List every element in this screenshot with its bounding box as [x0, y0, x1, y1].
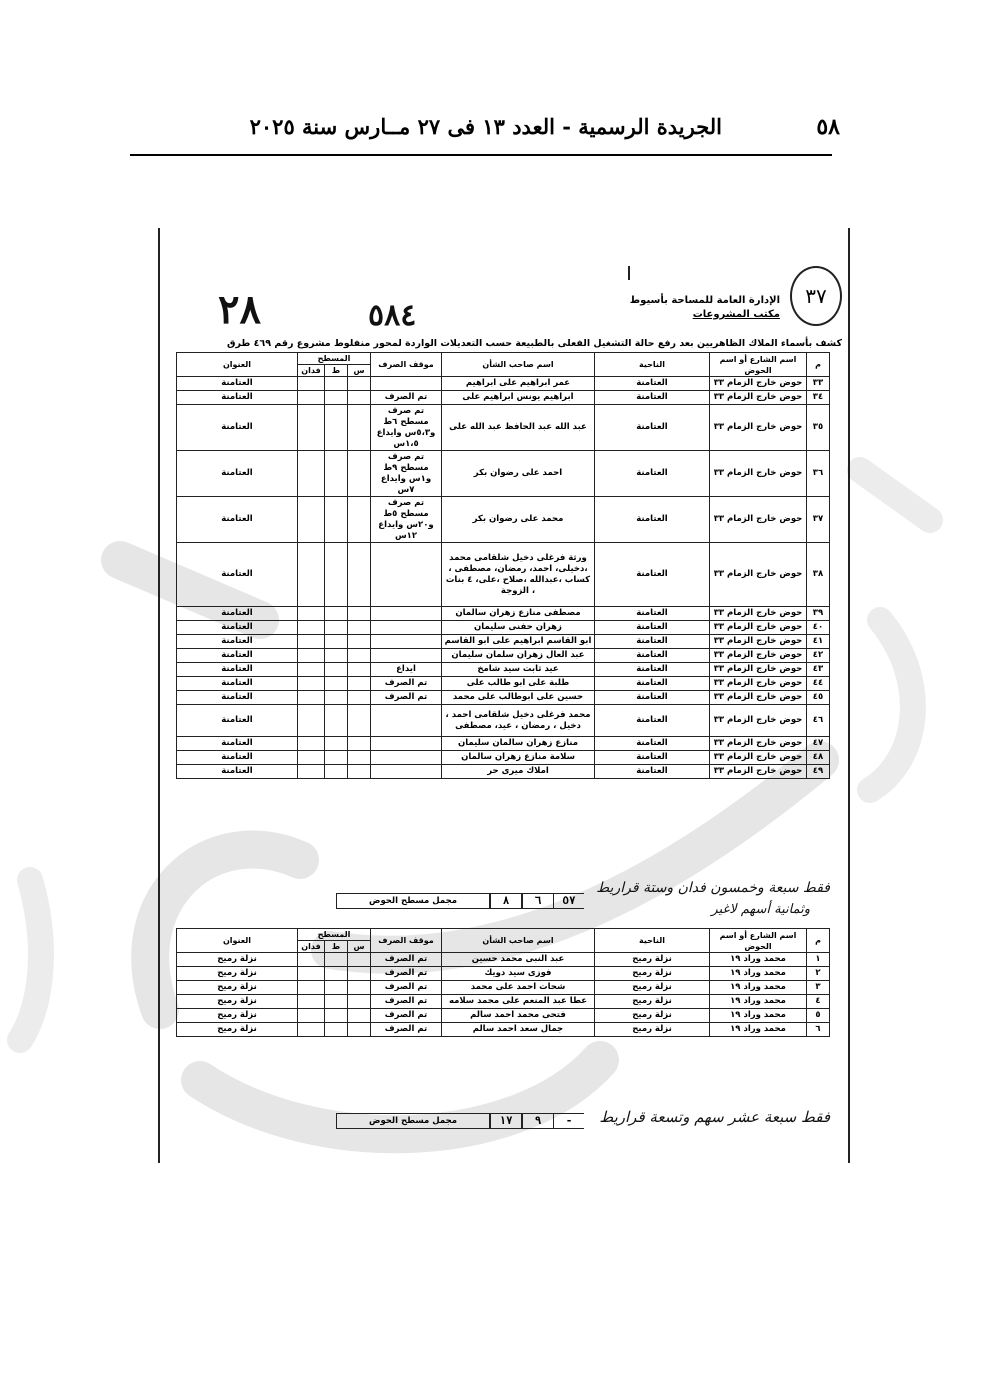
cell-address: العتامنة	[177, 497, 298, 543]
cell-area-f	[298, 543, 325, 607]
cell-district: العتامنة	[595, 751, 710, 765]
cell-area-t	[325, 1023, 348, 1037]
cell-owner: ورثة فرغلى دخيل شلقامى محمد ،دخيلى، احمد، رمضان، مصطفى ، كساب ،عبدالله ،صلاح ،على، ٤ بنات ، الزوجة	[442, 543, 595, 607]
cell-area-f	[298, 691, 325, 705]
cell-address: نزلة رميح	[177, 1009, 298, 1023]
table-row	[177, 953, 830, 967]
col-district: الناحية	[595, 353, 710, 377]
cell-area-t	[325, 691, 348, 705]
basin-total-1	[336, 893, 584, 909]
cell-district: العتامنة	[595, 607, 710, 621]
col-area-s: س	[348, 941, 371, 953]
table-row	[177, 677, 830, 691]
cell-owner: املاك ميرى حر	[442, 765, 595, 779]
cell-area-t	[325, 737, 348, 751]
col-area-t: ط	[325, 941, 348, 953]
table-row	[177, 663, 830, 677]
cell-district: العتامنة	[595, 705, 710, 737]
cell-area-f	[298, 677, 325, 691]
cell-district: العتامنة	[595, 677, 710, 691]
cell-area-s	[348, 543, 371, 607]
cell-area-t	[325, 451, 348, 497]
total-value: ٩	[522, 1113, 553, 1129]
cell-district: العتامنة	[595, 649, 710, 663]
table-row	[177, 405, 830, 451]
cell-payment: تم صرف مسطح ٦ط و٥،٣س وايداع ١،٥س	[371, 405, 442, 451]
owners-table-1	[176, 352, 830, 779]
cell-payment	[371, 607, 442, 621]
cell-basin: حوض خارج الزمام ٣٣	[710, 677, 807, 691]
cell-basin: حوض خارج الزمام ٣٣	[710, 377, 807, 391]
cell-area-s	[348, 663, 371, 677]
agency-name: الإدارة العامة للمساحة بأسيوط	[629, 295, 780, 306]
cell-payment: تم الصرف	[371, 677, 442, 691]
table-row	[177, 497, 830, 543]
cell-area-t	[325, 751, 348, 765]
col-address: العنوان	[177, 353, 298, 377]
cell-address: العتامنة	[177, 737, 298, 751]
cell-owner: زهران حفنى سليمان	[442, 621, 595, 635]
cell-area-s	[348, 953, 371, 967]
cell-number: ٤٨	[807, 751, 830, 765]
cell-owner: مصطفى منازع زهران سالمان	[442, 607, 595, 621]
cell-owner: فتحى محمد احمد سالم	[442, 1009, 595, 1023]
cell-owner: جمال سعد احمد سالم	[442, 1023, 595, 1037]
cell-basin: حوض خارج الزمام ٣٣	[710, 649, 807, 663]
cell-number: ١	[807, 953, 830, 967]
table-row	[177, 1023, 830, 1037]
cell-area-s	[348, 451, 371, 497]
cell-area-f	[298, 649, 325, 663]
cell-area-f	[298, 751, 325, 765]
cell-area-f	[298, 663, 325, 677]
col-area: المسطح	[298, 353, 371, 365]
table-row	[177, 967, 830, 981]
cell-number: ٥	[807, 1009, 830, 1023]
cell-area-s	[348, 737, 371, 751]
cell-area-t	[325, 677, 348, 691]
table-row	[177, 391, 830, 405]
cell-area-t	[325, 377, 348, 391]
cell-district: العتامنة	[595, 377, 710, 391]
cell-owner: عبد العال زهران سلمان سليمان	[442, 649, 595, 663]
total-value: ٨	[490, 893, 522, 909]
cell-area-t	[325, 497, 348, 543]
cell-area-t	[325, 635, 348, 649]
col-basin: اسم الشارع أو اسم الحوض	[710, 353, 807, 377]
cell-area-s	[348, 705, 371, 737]
cell-area-t	[325, 391, 348, 405]
cell-number: ٤٤	[807, 677, 830, 691]
cell-basin: حوض خارج الزمام ٣٣	[710, 607, 807, 621]
cell-area-t	[325, 405, 348, 451]
page-number: ٥٨	[816, 114, 840, 140]
cell-district: العتامنة	[595, 635, 710, 649]
cell-payment: تم الصرف	[371, 995, 442, 1009]
cell-payment: تم الصرف	[371, 691, 442, 705]
cell-basin: محمد وراد ١٩	[710, 1009, 807, 1023]
cell-address: العتامنة	[177, 691, 298, 705]
cell-district: نزلة رميح	[595, 967, 710, 981]
cell-payment: تم الصرف	[371, 981, 442, 995]
cell-number: ٤٥	[807, 691, 830, 705]
cell-area-f	[298, 967, 325, 981]
cell-district: العتامنة	[595, 691, 710, 705]
cell-owner: عبد النبى محمد حسين	[442, 953, 595, 967]
cell-number: ٤٩	[807, 765, 830, 779]
cell-area-f	[298, 497, 325, 543]
cell-address: نزلة رميح	[177, 1023, 298, 1037]
cell-area-s	[348, 677, 371, 691]
cell-area-s	[348, 649, 371, 663]
cell-district: العتامنة	[595, 543, 710, 607]
cell-address: العتامنة	[177, 635, 298, 649]
cell-address: العتامنة	[177, 391, 298, 405]
cell-number: ٣٣	[807, 377, 830, 391]
cell-area-t	[325, 543, 348, 607]
cell-area-f	[298, 391, 325, 405]
cell-number: ٣٨	[807, 543, 830, 607]
col-payment: موقف الصرف	[371, 929, 442, 953]
cell-payment	[371, 737, 442, 751]
cell-number: ٣	[807, 981, 830, 995]
handwritten-total-note: وثمانية أسهم لاغير	[711, 902, 810, 917]
cell-address: العتامنة	[177, 405, 298, 451]
cell-area-s	[348, 1023, 371, 1037]
cell-owner: شحات احمد على محمد	[442, 981, 595, 995]
cell-number: ٤١	[807, 635, 830, 649]
cell-owner: محمد فرغلى دخيل شلقامى احمد ، دخيل ، رمضان ، عيد، مصطفى	[442, 705, 595, 737]
col-area-f: فدان	[298, 365, 325, 377]
cell-basin: حوض خارج الزمام ٣٣	[710, 497, 807, 543]
cell-address: العتامنة	[177, 377, 298, 391]
cell-owner: عطا عبد المنعم على محمد سلامه	[442, 995, 595, 1009]
owners-table-2	[176, 928, 830, 1037]
cell-area-t	[325, 621, 348, 635]
cell-address: العتامنة	[177, 663, 298, 677]
cell-area-s	[348, 691, 371, 705]
cell-number: ٣٧	[807, 497, 830, 543]
cell-area-f	[298, 995, 325, 1009]
cell-basin: حوض خارج الزمام ٣٣	[710, 737, 807, 751]
col-area-f: فدان	[298, 941, 325, 953]
cell-address: نزلة رميح	[177, 967, 298, 981]
page-header	[130, 110, 840, 156]
table-row	[177, 635, 830, 649]
cell-number: ٤٢	[807, 649, 830, 663]
cell-basin: حوض خارج الزمام ٣٣	[710, 391, 807, 405]
cell-basin: حوض خارج الزمام ٣٣	[710, 635, 807, 649]
cell-area-s	[348, 635, 371, 649]
col-address: العنوان	[177, 929, 298, 953]
table-row	[177, 691, 830, 705]
cell-area-t	[325, 765, 348, 779]
cell-area-t	[325, 967, 348, 981]
col-m: م	[807, 353, 830, 377]
cell-address: نزلة رميح	[177, 981, 298, 995]
cell-district: نزلة رميح	[595, 953, 710, 967]
table-row	[177, 705, 830, 737]
cell-area-f	[298, 635, 325, 649]
cell-district: العتامنة	[595, 737, 710, 751]
cell-payment: تم صرف مسطح ٩ط و١س وايداع ٧س	[371, 451, 442, 497]
cell-area-t	[325, 663, 348, 677]
cell-number: ٦	[807, 1023, 830, 1037]
cell-area-s	[348, 497, 371, 543]
cell-basin: حوض خارج الزمام ٣٣	[710, 751, 807, 765]
col-m: م	[807, 929, 830, 953]
cell-basin: حوض خارج الزمام ٣٣	[710, 621, 807, 635]
cell-area-s	[348, 765, 371, 779]
cell-basin: حوض خارج الزمام ٣٣	[710, 663, 807, 677]
cell-area-s	[348, 405, 371, 451]
basin-total-label: مجمل مسطح الحوض	[336, 1113, 490, 1129]
cell-address: العتامنة	[177, 765, 298, 779]
cell-number: ٤٣	[807, 663, 830, 677]
table-row	[177, 751, 830, 765]
basin-total-label: مجمل مسطح الحوض	[336, 893, 490, 909]
handwritten-total-note: فقط سبعة وخمسون فدان وستة قراريط	[596, 880, 830, 896]
cell-district: العتامنة	[595, 765, 710, 779]
cell-area-f	[298, 1009, 325, 1023]
cell-district: العتامنة	[595, 621, 710, 635]
col-area: المسطح	[298, 929, 371, 941]
total-value: ٥٧	[553, 893, 584, 909]
cell-area-s	[348, 995, 371, 1009]
cell-area-t	[325, 1009, 348, 1023]
basin-total-2	[336, 1113, 584, 1129]
total-value: ١٧	[490, 1113, 522, 1129]
cell-basin: محمد وراد ١٩	[710, 1023, 807, 1037]
handwritten-seal: ٣٧	[790, 266, 842, 326]
cell-area-t	[325, 995, 348, 1009]
table-row	[177, 607, 830, 621]
cell-payment	[371, 751, 442, 765]
cell-address: العتامنة	[177, 451, 298, 497]
cell-area-s	[348, 391, 371, 405]
table-row	[177, 451, 830, 497]
handwritten-number: ٢٨	[218, 286, 261, 333]
cell-number: ٣٥	[807, 405, 830, 451]
scan-border	[158, 228, 160, 1163]
cell-district: العتامنة	[595, 391, 710, 405]
cell-address: نزلة رميح	[177, 953, 298, 967]
cell-address: العتامنة	[177, 607, 298, 621]
cell-payment: تم الصرف	[371, 953, 442, 967]
cell-owner: فوزى سيد دويك	[442, 967, 595, 981]
handwritten-total-note: فقط سبعة عشر سهم وتسعة قراريط	[599, 1108, 830, 1126]
handwritten-number: ٥٨٤	[368, 298, 417, 333]
cell-basin: حوض خارج الزمام ٣٣	[710, 405, 807, 451]
cell-owner: عيد ثابت سيد شامخ	[442, 663, 595, 677]
cell-address: العتامنة	[177, 705, 298, 737]
cell-area-f	[298, 451, 325, 497]
cell-district: نزلة رميح	[595, 981, 710, 995]
cell-basin: حوض خارج الزمام ٣٣	[710, 705, 807, 737]
office-name: مكتب المشروعات	[692, 309, 780, 320]
cell-owner: منازع زهران سالمان سليمان	[442, 737, 595, 751]
cell-payment: تم الصرف	[371, 1009, 442, 1023]
col-payment: موقف الصرف	[371, 353, 442, 377]
cell-district: العتامنة	[595, 405, 710, 451]
cell-payment: تم الصرف	[371, 1023, 442, 1037]
cell-basin: محمد وراد ١٩	[710, 995, 807, 1009]
cell-area-f	[298, 1023, 325, 1037]
cell-area-f	[298, 405, 325, 451]
table-row	[177, 621, 830, 635]
table-row	[177, 649, 830, 663]
cell-area-f	[298, 981, 325, 995]
col-district: الناحية	[595, 929, 710, 953]
cell-owner: عمر ابراهيم على ابراهيم	[442, 377, 595, 391]
cell-owner: سلامة منازع زهران سالمان	[442, 751, 595, 765]
agency-header	[630, 294, 780, 322]
cell-area-t	[325, 705, 348, 737]
table-row	[177, 543, 830, 607]
col-owner: اسم صاحب الشأن	[442, 929, 595, 953]
cell-area-f	[298, 765, 325, 779]
cell-payment: تم الصرف	[371, 391, 442, 405]
cell-address: العتامنة	[177, 677, 298, 691]
cell-area-f	[298, 953, 325, 967]
cell-address: العتامنة	[177, 649, 298, 663]
cell-area-s	[348, 981, 371, 995]
cell-area-t	[325, 953, 348, 967]
col-area-t: ط	[325, 365, 348, 377]
cell-area-f	[298, 607, 325, 621]
table-row	[177, 737, 830, 751]
cell-area-s	[348, 607, 371, 621]
col-basin: اسم الشارع أو اسم الحوض	[710, 929, 807, 953]
cell-area-t	[325, 607, 348, 621]
table-row	[177, 995, 830, 1009]
report-title: كشف بأسماء الملاك الظاهريين بعد رفع حالة التشغيل الفعلى بالطبيعة حسب التعديلات الواردة لمحور منفلوط مشروع رقم ٤٦٩ طرق	[226, 338, 842, 349]
cell-area-s	[348, 1009, 371, 1023]
cell-owner: احمد على رضوان بكر	[442, 451, 595, 497]
cell-owner: محمد على رضوان بكر	[442, 497, 595, 543]
cell-basin: حوض خارج الزمام ٣٣	[710, 543, 807, 607]
cell-basin: محمد وراد ١٩	[710, 967, 807, 981]
cell-district: نزلة رميح	[595, 1009, 710, 1023]
total-value: -	[553, 1113, 584, 1129]
cell-number: ٤	[807, 995, 830, 1009]
cell-area-t	[325, 649, 348, 663]
cell-owner: طلبة على ابو طالب على	[442, 677, 595, 691]
cell-area-s	[348, 377, 371, 391]
cell-payment	[371, 543, 442, 607]
cell-district: نزلة رميح	[595, 995, 710, 1009]
cell-basin: محمد وراد ١٩	[710, 953, 807, 967]
cell-owner: ابراهيم يونس ابراهيم على	[442, 391, 595, 405]
cell-payment	[371, 765, 442, 779]
cell-district: العتامنة	[595, 663, 710, 677]
cell-basin: حوض خارج الزمام ٣٣	[710, 691, 807, 705]
cell-area-f	[298, 737, 325, 751]
cell-payment	[371, 635, 442, 649]
cell-area-f	[298, 377, 325, 391]
cell-area-s	[348, 621, 371, 635]
cell-payment	[371, 649, 442, 663]
cell-address: العتامنة	[177, 543, 298, 607]
cell-payment	[371, 621, 442, 635]
cell-number: ٣٦	[807, 451, 830, 497]
cell-basin: محمد وراد ١٩	[710, 981, 807, 995]
cell-payment: ايداع	[371, 663, 442, 677]
cell-payment	[371, 705, 442, 737]
scan-border	[848, 228, 850, 1163]
cell-payment: تم صرف مسطح ٥ط و٢٠س وايداع ١٢س	[371, 497, 442, 543]
col-owner: اسم صاحب الشأن	[442, 353, 595, 377]
cell-basin: حوض خارج الزمام ٣٣	[710, 451, 807, 497]
cell-district: نزلة رميح	[595, 1023, 710, 1037]
total-value: ٦	[522, 893, 553, 909]
cell-district: العتامنة	[595, 497, 710, 543]
cell-number: ٣٩	[807, 607, 830, 621]
cell-basin: حوض خارج الزمام ٣٣	[710, 765, 807, 779]
col-area-s: س	[348, 365, 371, 377]
cell-address: العتامنة	[177, 751, 298, 765]
cell-address: نزلة رميح	[177, 995, 298, 1009]
cell-address: العتامنة	[177, 621, 298, 635]
gazette-title: الجريدة الرسمية - العدد ١٣ فى ٢٧ مــارس سنة ٢٠٢٥	[249, 114, 722, 139]
cell-area-f	[298, 621, 325, 635]
cell-owner: ابو القاسم ابراهيم على ابو القاسم	[442, 635, 595, 649]
cell-area-s	[348, 751, 371, 765]
cell-number: ٣٤	[807, 391, 830, 405]
cell-owner: عبد الله عبد الحافظ عبد الله على	[442, 405, 595, 451]
table-row	[177, 1009, 830, 1023]
cell-number: ٤٦	[807, 705, 830, 737]
scanned-document	[158, 228, 850, 1163]
cell-number: ٤٧	[807, 737, 830, 751]
cell-number: ٤٠	[807, 621, 830, 635]
scan-mark	[628, 266, 630, 280]
cell-payment	[371, 377, 442, 391]
cell-payment: تم الصرف	[371, 967, 442, 981]
cell-district: العتامنة	[595, 451, 710, 497]
cell-area-f	[298, 705, 325, 737]
cell-owner: حسين على ابوطالب على محمد	[442, 691, 595, 705]
cell-area-s	[348, 967, 371, 981]
table-row	[177, 765, 830, 779]
table-row	[177, 377, 830, 391]
cell-area-t	[325, 981, 348, 995]
table-row	[177, 981, 830, 995]
cell-number: ٢	[807, 967, 830, 981]
